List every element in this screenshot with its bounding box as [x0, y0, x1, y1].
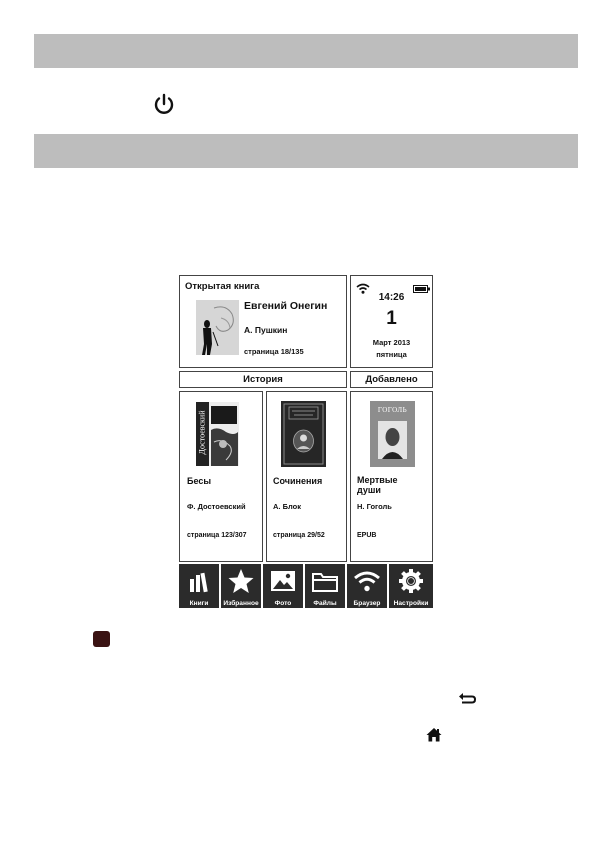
status-day: 1: [386, 308, 397, 329]
photo-icon: [263, 568, 303, 594]
book-card-sochineniya[interactable]: [266, 391, 347, 562]
tab-label: Файлы: [313, 600, 337, 607]
header-bar-second: [34, 134, 578, 168]
tab-browser[interactable]: [347, 564, 388, 608]
book-title: Бесы: [187, 476, 212, 486]
book-author: А. Блок: [273, 502, 301, 511]
tab-label: Браузер: [353, 600, 381, 607]
back-arrow-icon: [458, 691, 476, 709]
status-month-year: Март 2013: [372, 338, 411, 347]
gear-icon: [389, 568, 433, 594]
gogol-cover: [370, 401, 415, 467]
book-title: Мертвые души: [357, 475, 398, 495]
tab-label: Настройки: [393, 600, 429, 607]
power-icon: [151, 91, 177, 117]
folder-icon: [305, 568, 345, 594]
stop-square-icon: [93, 631, 110, 647]
status-time: 14:26: [378, 292, 405, 303]
status-weekday: пятница: [376, 350, 407, 359]
tab-favorites[interactable]: [221, 564, 262, 608]
tab-files[interactable]: [305, 564, 346, 608]
tab-photo[interactable]: [263, 564, 304, 608]
book-author: Ф. Достоевский: [187, 502, 246, 511]
section-added[interactable]: Добавлено: [350, 371, 433, 388]
books-icon: [179, 568, 219, 594]
book-author: Н. Гоголь: [357, 502, 392, 511]
tab-label: Книги: [189, 600, 209, 607]
book-card-besy[interactable]: [179, 391, 263, 562]
book-title: Сочинения: [273, 476, 323, 486]
book-info: страница 29/52: [273, 532, 325, 539]
tab-settings[interactable]: [389, 564, 433, 608]
open-book-panel[interactable]: [179, 275, 347, 368]
home-icon: [426, 727, 442, 747]
gogol-cover-text: ГОГОЛЬ: [377, 406, 408, 414]
header-bar-top: [34, 34, 578, 68]
open-book-header: Открытая книга: [185, 281, 260, 292]
besy-cover: [196, 402, 239, 466]
blok-cover: [281, 401, 326, 467]
reader-screen: [178, 274, 434, 608]
tab-books[interactable]: [179, 564, 220, 608]
book-info: EPUB: [357, 532, 377, 539]
open-book-author: А. Пушкин: [244, 325, 288, 335]
tab-label: Избранное: [223, 600, 259, 607]
tab-label: Фото: [274, 600, 292, 607]
onegin-cover: [196, 300, 239, 355]
open-book-title: Евгений Онегин: [244, 300, 328, 312]
wifi-icon: [347, 568, 387, 594]
open-book-progress: страница 18/135: [244, 347, 304, 356]
book-card-mertvye-dushi[interactable]: [350, 391, 433, 562]
status-panel: [350, 275, 433, 368]
star-icon: [221, 568, 261, 594]
section-history[interactable]: История: [179, 371, 347, 388]
book-info: страница 123/307: [187, 532, 247, 539]
besy-cover-text: Достоевский: [197, 410, 207, 455]
